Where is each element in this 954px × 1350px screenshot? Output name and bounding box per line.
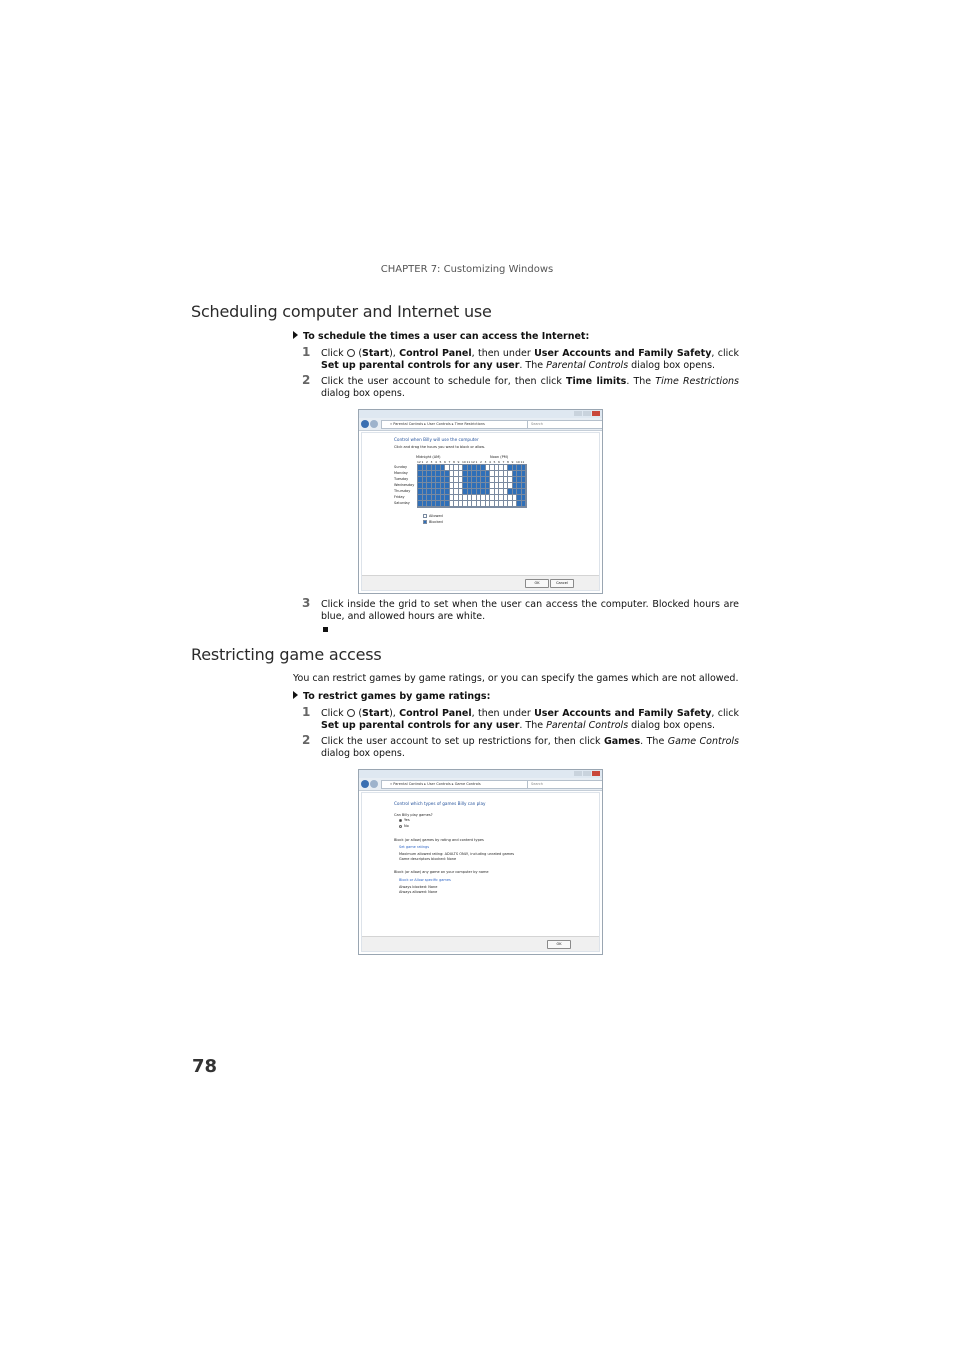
hour-label: 2: [480, 460, 482, 464]
dialog-instructions: Click and drag the hours you want to block or allow.: [394, 445, 485, 449]
section-heading-scheduling: Scheduling computer and Internet use: [191, 302, 492, 321]
hour-label: 3: [430, 460, 433, 464]
time-restrictions-screenshot: [358, 409, 603, 594]
address-bar: « Parental Controls ▸ User Controls ▸ Game Controls: [381, 780, 531, 789]
title-bar: [359, 410, 602, 418]
back-icon: [361, 420, 369, 428]
step-text: Click the user account to set up restrictions for, then click Games. The Game Controls dialog box opens.: [321, 736, 739, 759]
hour-label: 9: [457, 460, 460, 464]
hour-label: 8: [507, 460, 509, 464]
yes-label: Yes: [404, 818, 410, 822]
maximize-icon: [583, 411, 591, 416]
hour-label: 12: [417, 460, 421, 464]
hour-label: 4: [489, 460, 491, 464]
day-label: Thursday: [394, 489, 411, 493]
step-number: 2: [302, 373, 311, 387]
day-label: Saturday: [394, 501, 410, 505]
dialog-title: Control which types of games Billy can play: [394, 801, 486, 806]
close-icon: [592, 771, 600, 776]
step-text: Click the user account to schedule for, then click Time limits. The Time Restrictions dialog box opens.: [321, 376, 739, 399]
procedure-label: To restrict games by game ratings:: [303, 691, 491, 702]
close-icon: [592, 411, 600, 416]
back-icon: [361, 780, 369, 788]
always-allowed-text: Always allowed: None: [399, 890, 438, 894]
day-label: Friday: [394, 495, 405, 499]
step-text: Click (Start), Control Panel, then under User Accounts and Family Safety, click Set up parental controls for any user. The Parental Controls dialog box opens.: [321, 708, 740, 731]
forward-icon: [370, 420, 378, 428]
procedure-heading-schedule: [293, 331, 589, 342]
search-box: Search: [527, 420, 603, 429]
search-box: Search: [527, 780, 603, 789]
hour-label: 8: [453, 460, 455, 464]
day-label: Sunday: [394, 465, 408, 469]
block-by-name-label: Block (or allow) any game on your computer by name: [394, 870, 489, 874]
max-rating-text: Maximum allowed rating: ADULTS ONLY, including unrated games: [399, 852, 515, 856]
end-of-procedure-icon: [323, 627, 328, 632]
step-number: 1: [302, 345, 311, 359]
dialog-content: [361, 792, 600, 952]
window-controls: [574, 771, 600, 776]
step-text: Click inside the grid to set when the user can access the computer. Blocked hours are blue, and allowed hours are white.: [321, 599, 739, 622]
pm-label: Noon (PM): [490, 455, 509, 459]
triangle-bullet-icon: [293, 331, 298, 339]
allowed-legend-label: Allowed: [429, 514, 443, 518]
forward-icon: [370, 780, 378, 788]
procedure-label: To schedule the times a user can access the Internet:: [303, 331, 590, 342]
hour-label: 4: [435, 460, 437, 464]
hour-label: 10: [516, 460, 520, 464]
page-number: 78: [192, 1056, 218, 1077]
no-radio[interactable]: [399, 825, 402, 828]
blocked-legend-label: Blocked: [429, 520, 443, 524]
title-bar: [359, 770, 602, 778]
hour-label: 7: [502, 460, 505, 464]
minimize-icon: [574, 771, 582, 776]
procedure-heading-games: [293, 691, 490, 702]
cancel-button[interactable]: Cancel: [550, 579, 574, 588]
ok-button[interactable]: OK: [525, 579, 549, 588]
grid-cell[interactable]: [522, 501, 527, 507]
step-number: 3: [302, 596, 311, 610]
ok-button[interactable]: OK: [547, 940, 571, 949]
window-controls: [574, 411, 600, 416]
hour-label: 7: [448, 460, 451, 464]
am-label: Midnight (AM): [416, 455, 441, 459]
hour-label: 12: [471, 460, 475, 464]
time-grid[interactable]: [417, 464, 527, 508]
hour-label: 11: [520, 460, 525, 464]
dialog-footer: [362, 936, 599, 951]
hour-label: 10: [462, 460, 466, 464]
hour-label: 3: [484, 460, 487, 464]
step-text: Click (Start), Control Panel, then under User Accounts and Family Safety, click Set up parental controls for any user. The Parental Controls dialog box opens.: [321, 348, 740, 371]
dialog-content: [361, 432, 600, 591]
set-game-ratings-link[interactable]: Set game ratings: [399, 845, 430, 849]
day-label: Wednesday: [394, 483, 415, 487]
hour-label: 9: [511, 460, 514, 464]
allowed-legend-swatch: [423, 514, 427, 518]
running-head: CHAPTER 7: Customizing Windows: [380, 264, 554, 275]
minimize-icon: [574, 411, 582, 416]
always-blocked-text: Always blocked: None: [399, 885, 438, 889]
section-heading-games: Restricting game access: [191, 645, 382, 664]
yes-radio[interactable]: [399, 819, 402, 822]
intro-paragraph: You can restrict games by game ratings, or you can specify the games which are not allowed.: [293, 673, 739, 684]
hour-label: 11: [466, 460, 471, 464]
dialog-title: Control when Billy will use the computer: [394, 437, 479, 442]
block-by-rating-label: Block (or allow) games by rating and content types: [394, 838, 484, 842]
step-number: 2: [302, 733, 311, 747]
descriptors-blocked-text: Game descriptors blocked: None: [399, 857, 457, 861]
hour-label: 2: [426, 460, 428, 464]
play-games-question: Can Billy play games?: [394, 813, 433, 817]
start-button-icon: [347, 709, 355, 717]
game-controls-screenshot: [358, 769, 603, 955]
hour-label: 6: [498, 460, 500, 464]
hour-label: 5: [493, 460, 496, 464]
hour-label: 1: [475, 460, 478, 464]
hour-label: 5: [439, 460, 442, 464]
maximize-icon: [583, 771, 591, 776]
address-bar: « Parental Controls ▸ User Controls ▸ Time Restrictions: [381, 420, 531, 429]
step-number: 1: [302, 705, 311, 719]
no-label: No: [404, 824, 409, 828]
day-label: Tuesday: [394, 477, 409, 481]
hour-label: 6: [444, 460, 446, 464]
day-label: Monday: [394, 471, 408, 475]
dialog-footer: [362, 575, 599, 590]
blocked-legend-swatch: [423, 520, 427, 524]
triangle-bullet-icon: [293, 691, 298, 699]
start-button-icon: [347, 349, 355, 357]
hour-label: 1: [421, 460, 424, 464]
block-specific-games-link[interactable]: Block or Allow specific games: [399, 878, 451, 882]
